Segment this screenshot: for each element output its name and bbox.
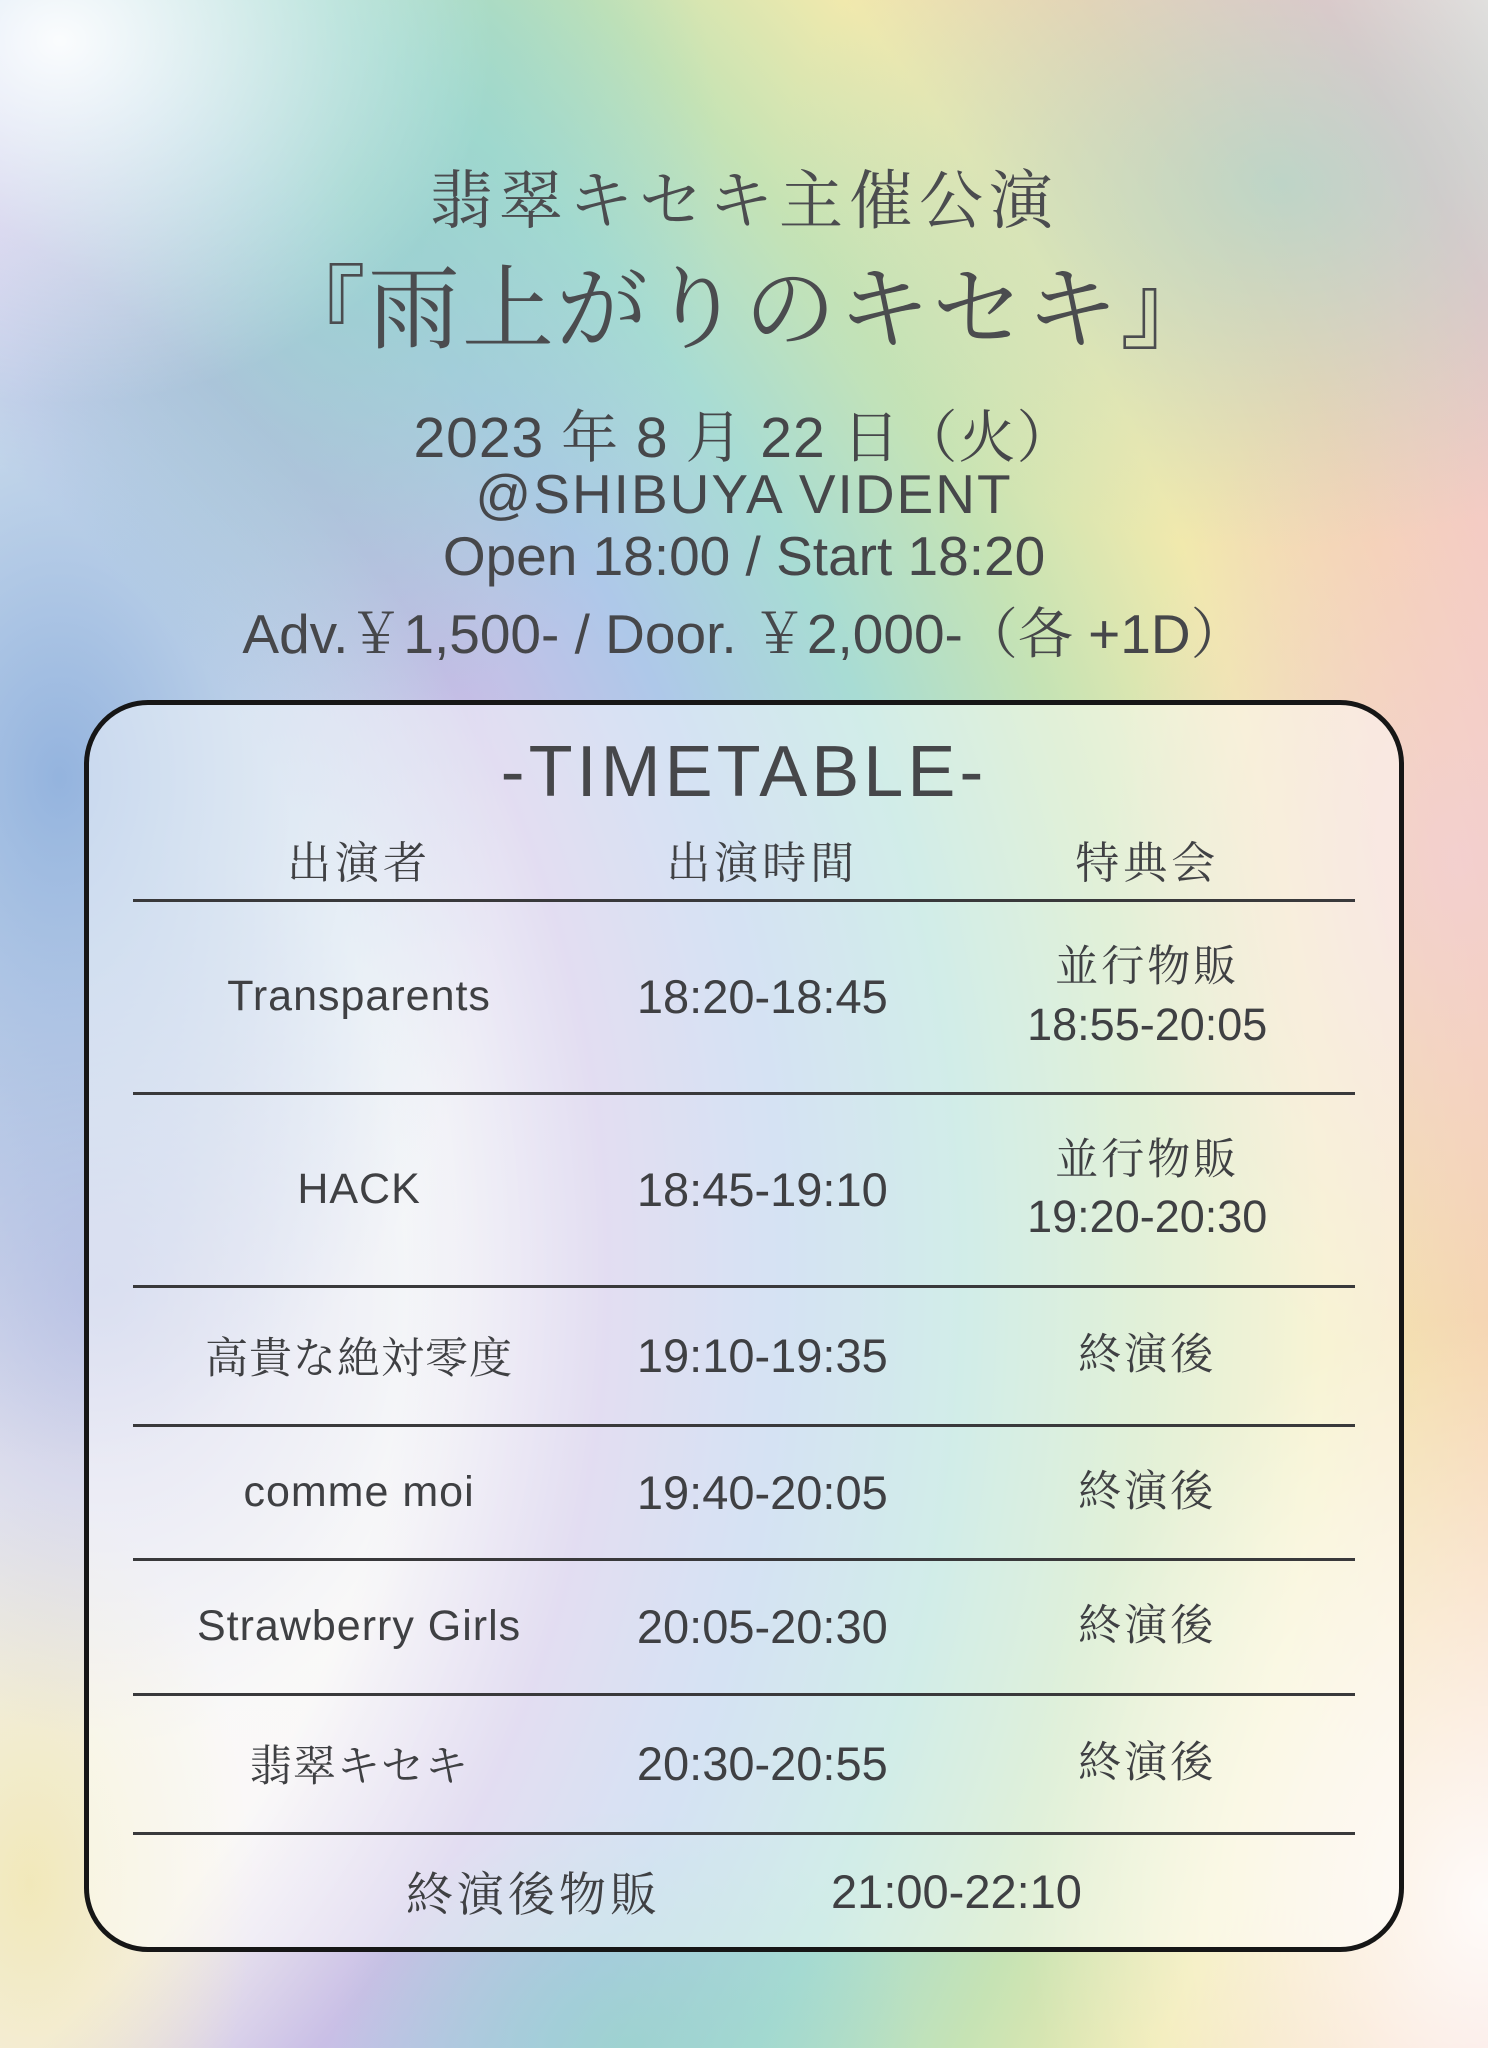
bonus-event-cell bbox=[940, 1736, 1355, 1792]
open-start-times: Open 18:00 / Start 18:20 bbox=[442, 525, 1046, 587]
bonus-event-time: 18:55-20:05 bbox=[1027, 998, 1268, 1050]
performer-name: Transparents bbox=[227, 972, 491, 1021]
performer-name: Strawberry Girls bbox=[196, 1602, 522, 1651]
timetable-column-headers bbox=[133, 827, 1355, 902]
table-row bbox=[133, 1288, 1355, 1427]
column-header-performer: 出演者 bbox=[287, 839, 432, 888]
bonus-event-label: 終演後 bbox=[1078, 1602, 1217, 1650]
stage-time: 20:30-20:55 bbox=[636, 1737, 888, 1791]
timetable-heading: -TIMETABLE- bbox=[500, 732, 988, 812]
ticket-prices: Adv.￥1,500- / Door. ￥2,000-（各 +1D） bbox=[242, 603, 1246, 665]
bonus-event-cell bbox=[940, 1328, 1355, 1384]
column-header-stage-time: 出演時間 bbox=[666, 839, 859, 888]
stage-time: 19:40-20:05 bbox=[636, 1466, 888, 1520]
table-row bbox=[133, 902, 1355, 1095]
table-row bbox=[133, 1696, 1355, 1835]
timetable-panel bbox=[84, 700, 1404, 1952]
performer-name: 高貴な絶対零度 bbox=[205, 1335, 514, 1384]
bonus-event-cell bbox=[940, 1599, 1355, 1655]
table-row bbox=[133, 1095, 1355, 1288]
event-date: 2023 年 8 月 22 日（火） bbox=[413, 406, 1075, 470]
bonus-event-cell bbox=[940, 1133, 1355, 1247]
bonus-event-time: 19:20-20:30 bbox=[1027, 1191, 1268, 1243]
bonus-event-label: 並行物販 bbox=[1055, 942, 1240, 991]
performer-name: 翡翠キセキ bbox=[249, 1743, 470, 1792]
event-organizer-line: 翡翠キセキ主催公演 bbox=[429, 165, 1059, 237]
stage-time: 19:10-19:35 bbox=[636, 1329, 888, 1383]
post-show-sales-row bbox=[133, 1835, 1355, 1947]
table-row bbox=[133, 1427, 1355, 1561]
bonus-event-label: 終演後 bbox=[1078, 1738, 1217, 1787]
bonus-event-cell bbox=[940, 940, 1355, 1054]
column-header-bonus-event: 特典会 bbox=[1075, 839, 1220, 888]
stage-time: 18:45-19:10 bbox=[636, 1163, 888, 1217]
table-row bbox=[133, 1561, 1355, 1695]
event-title: 『雨上がりのキセキ』 bbox=[273, 259, 1214, 361]
bonus-event-label: 並行物販 bbox=[1055, 1135, 1240, 1184]
stage-time: 18:20-18:45 bbox=[636, 970, 888, 1024]
stage-time: 20:05-20:30 bbox=[636, 1600, 888, 1654]
bonus-event-label: 終演後 bbox=[1078, 1330, 1217, 1379]
performer-name: HACK bbox=[297, 1165, 421, 1214]
post-show-sales-time: 21:00-22:10 bbox=[831, 1864, 1082, 1918]
event-venue: @SHIBUYA VIDENT bbox=[475, 463, 1013, 525]
bonus-event-cell bbox=[940, 1465, 1355, 1521]
timetable-rows bbox=[133, 902, 1355, 1947]
post-show-sales-label: 終演後物販 bbox=[406, 1867, 662, 1921]
bonus-event-label: 終演後 bbox=[1078, 1467, 1217, 1516]
performer-name: comme moi bbox=[243, 1468, 475, 1517]
